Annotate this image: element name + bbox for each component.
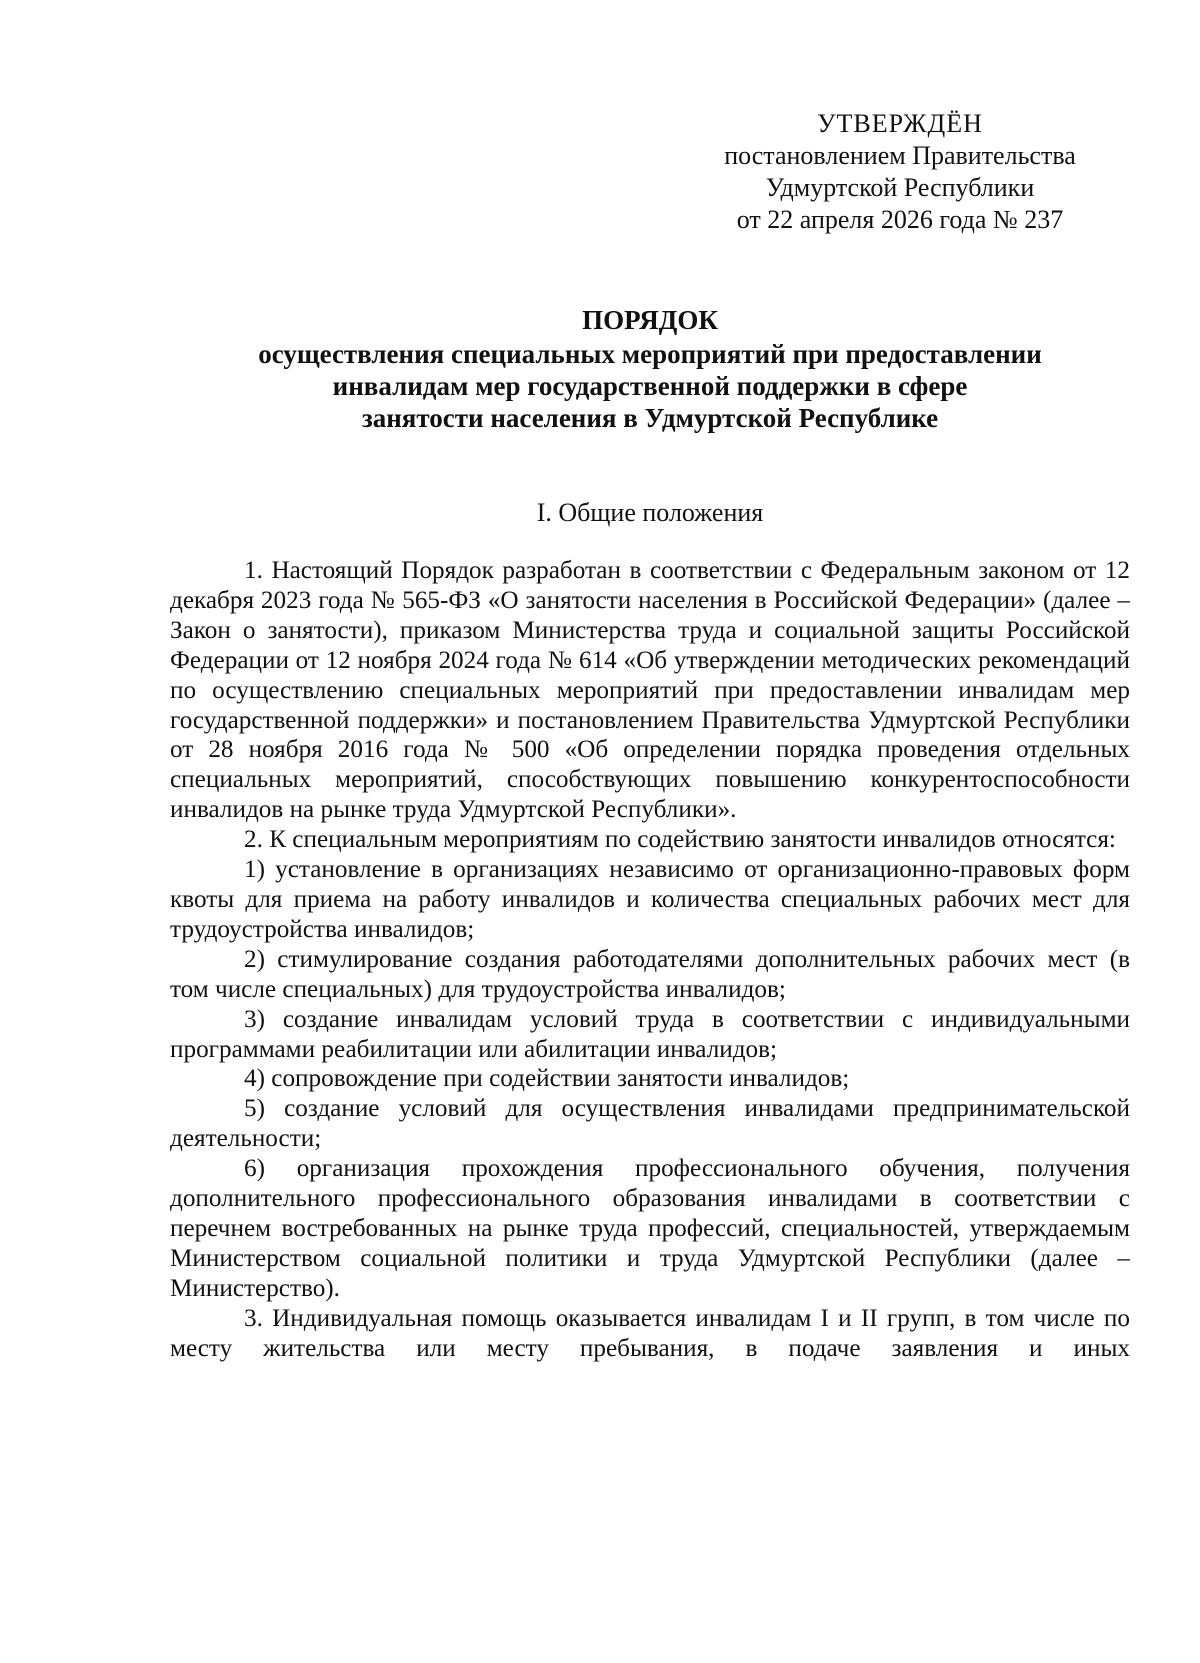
document-title xyxy=(170,304,1130,434)
list-item-6: 6) организация прохождения профессионального обучения, получения дополнительного профессионального образования инвалидами в соответствии с перечнем востребованных на рынке труда профессий, специальностей, утверждаемым Министерством социальной политики и труда Удмуртской Республики (далее – Министерство). xyxy=(170,1155,1130,1302)
document-body xyxy=(170,556,1130,1363)
list-item-1: 1) установление в организациях независимо от организационно-правовых форм квоты для приема на работу инвалидов и количества специальных рабочих мест для трудоустройства инвалидов; xyxy=(170,856,1130,943)
document-title-line: занятости населения в Удмуртской Республике xyxy=(361,403,939,433)
approval-stamp xyxy=(700,108,1100,236)
approval-date-number: от 22 апреля 2026 года № 237 xyxy=(736,205,1064,234)
document-title-line: инвалидам мер государственной поддержки в сфере xyxy=(332,371,968,401)
paragraph-2: 2. К специальным мероприятиям по содействию занятости инвалидов относятся: xyxy=(244,826,1116,854)
list-item-3: 3) создание инвалидам условий труда в соответствии с индивидуальными программами реабилитации или абилитации инвалидов; xyxy=(170,1005,1130,1063)
document-title-line: осуществления специальных мероприятий при предоставлении xyxy=(258,339,1042,369)
approval-line: Удмуртской Республики xyxy=(765,173,1035,202)
list-item-5: 5) создание условий для осуществления инвалидами предпринимательской деятельности; xyxy=(170,1095,1130,1153)
list-item-4: 4) сопровождение при содействии занятости инвалидов; xyxy=(244,1065,850,1093)
approval-line: постановлением Правительства xyxy=(724,141,1076,170)
approval-heading: УТВЕРЖДЁН xyxy=(817,109,983,138)
list-item-2: 2) стимулирование создания работодателями дополнительных рабочих мест (в том числе специальных) для трудоустройства инвалидов; xyxy=(170,945,1130,1003)
paragraph-1: 1. Настоящий Порядок разработан в соответствии с Федеральным законом от 12 декабря 2023 года № 565-ФЗ «О занятости населения в Российской Федерации» (далее – Закон о занятости), приказом Министерства труда и социальной защиты Российской Федерации от 12 ноября 2024 года № 614 «Об утверждении методических рекомендаций по осуществлению специальных мероприятий при предоставлении инвалидам мер государственной поддержки» и постановлением Правительства Удмуртской Республики от 28 ноября 2016 года № 500 «Об определении порядка проведения отдельных специальных мероприятий, способствующих повышению конкурентоспособности инвалидов на рынке труда Удмуртской Республики». xyxy=(170,557,1130,824)
document-title-main: ПОРЯДОК xyxy=(582,305,718,335)
section-heading: I. Общие положения xyxy=(536,498,764,527)
paragraph-3: 3. Индивидуальная помощь оказывается инвалидам I и II групп, в том числе по месту жительства или месту пребывания, в подаче заявления и иных xyxy=(170,1304,1130,1362)
